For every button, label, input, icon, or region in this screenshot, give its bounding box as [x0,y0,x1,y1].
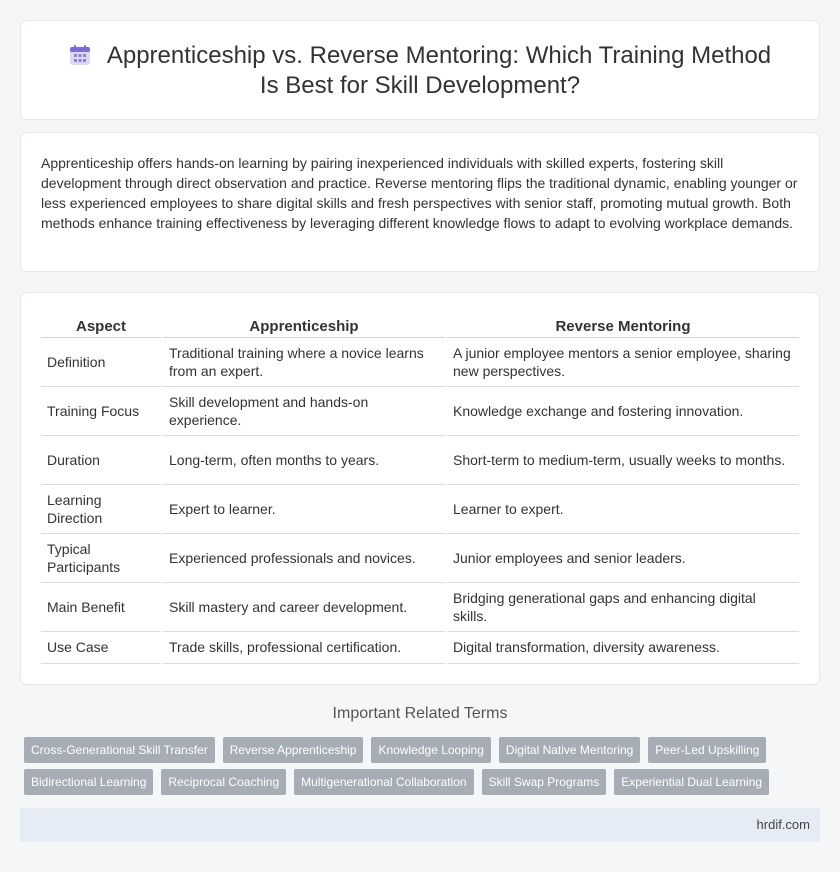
related-term-tag[interactable]: Reciprocal Coaching [161,769,286,795]
related-term-tag[interactable]: Knowledge Looping [371,737,490,763]
related-term-tag[interactable]: Digital Native Mentoring [499,737,640,763]
cell-apprenticeship: Skill mastery and career development. [162,582,446,631]
cell-reverse-mentoring: Learner to expert. [446,484,799,533]
comparison-table [41,313,799,664]
calendar-icon [69,44,91,66]
cell-apprenticeship: Trade skills, professional certification. [162,631,446,663]
cell-reverse-mentoring: Knowledge exchange and fostering innovation. [446,386,799,435]
cell-apprenticeship: Traditional training where a novice learns from an expert. [162,337,446,386]
cell-apprenticeship: Experienced professionals and novices. [162,533,446,582]
cell-aspect: Use Case [41,631,162,663]
header-reverse-mentoring: Reverse Mentoring [446,313,799,337]
cell-aspect: Definition [41,337,162,386]
related-term-tag[interactable]: Peer-Led Upskilling [648,737,766,763]
cell-reverse-mentoring: Digital transformation, diversity awareness. [446,631,799,663]
cell-reverse-mentoring: Bridging generational gaps and enhancing digital skills. [446,582,799,631]
footer-site-link[interactable]: hrdif.com [756,817,810,832]
footer [20,808,820,842]
cell-aspect: Main Benefit [41,582,162,631]
table-row [41,337,799,386]
header-aspect: Aspect [41,313,162,337]
related-term-tag[interactable]: Bidirectional Learning [24,769,153,795]
related-term-tag[interactable]: Reverse Apprenticeship [223,737,364,763]
table-row [41,582,799,631]
cell-reverse-mentoring: Short-term to medium-term, usually weeks to months. [446,435,799,484]
intro-paragraph: Apprenticeship offers hands-on learning by pairing inexperienced individuals with skilled experts, fostering skill development through direct observation and practice. Reverse mentoring flips the traditional dynamic, enabling younger or less experienced employees to share digital skills and fresh perspectives with senior staff, promoting mutual growth. Both methods enhance training effectiveness by leveraging different knowledge flows to adapt to evolving workplace demands. [41,155,798,231]
header-apprenticeship: Apprenticeship [162,313,446,337]
table-row [41,435,799,484]
cell-aspect: Typical Participants [41,533,162,582]
related-terms-row-2 [24,769,769,795]
related-term-tag[interactable]: Multigenerational Collaboration [294,769,473,795]
page-title [21,41,819,101]
cell-aspect: Learning Direction [41,484,162,533]
related-terms-title: Important Related Terms [332,705,508,722]
intro-card [20,132,820,272]
related-term-tag[interactable]: Skill Swap Programs [482,769,607,795]
cell-apprenticeship: Long-term, often months to years. [162,435,446,484]
cell-reverse-mentoring: A junior employee mentors a senior employee, sharing new perspectives. [446,337,799,386]
table-row [41,484,799,533]
title-card [20,20,820,120]
table-header-row [41,313,799,337]
table-row [41,533,799,582]
page-title-text: Apprenticeship vs. Reverse Mentoring: Which Training Method Is Best for Skill Development? [106,42,772,99]
comparison-card [20,292,820,685]
table-row [41,631,799,663]
related-term-tag[interactable]: Cross-Generational Skill Transfer [24,737,215,763]
cell-apprenticeship: Expert to learner. [162,484,446,533]
table-row [41,386,799,435]
cell-reverse-mentoring: Junior employees and senior leaders. [446,533,799,582]
related-terms-row-1 [24,737,766,763]
cell-aspect: Duration [41,435,162,484]
cell-apprenticeship: Skill development and hands-on experience. [162,386,446,435]
related-term-tag[interactable]: Experiential Dual Learning [614,769,769,795]
cell-aspect: Training Focus [41,386,162,435]
